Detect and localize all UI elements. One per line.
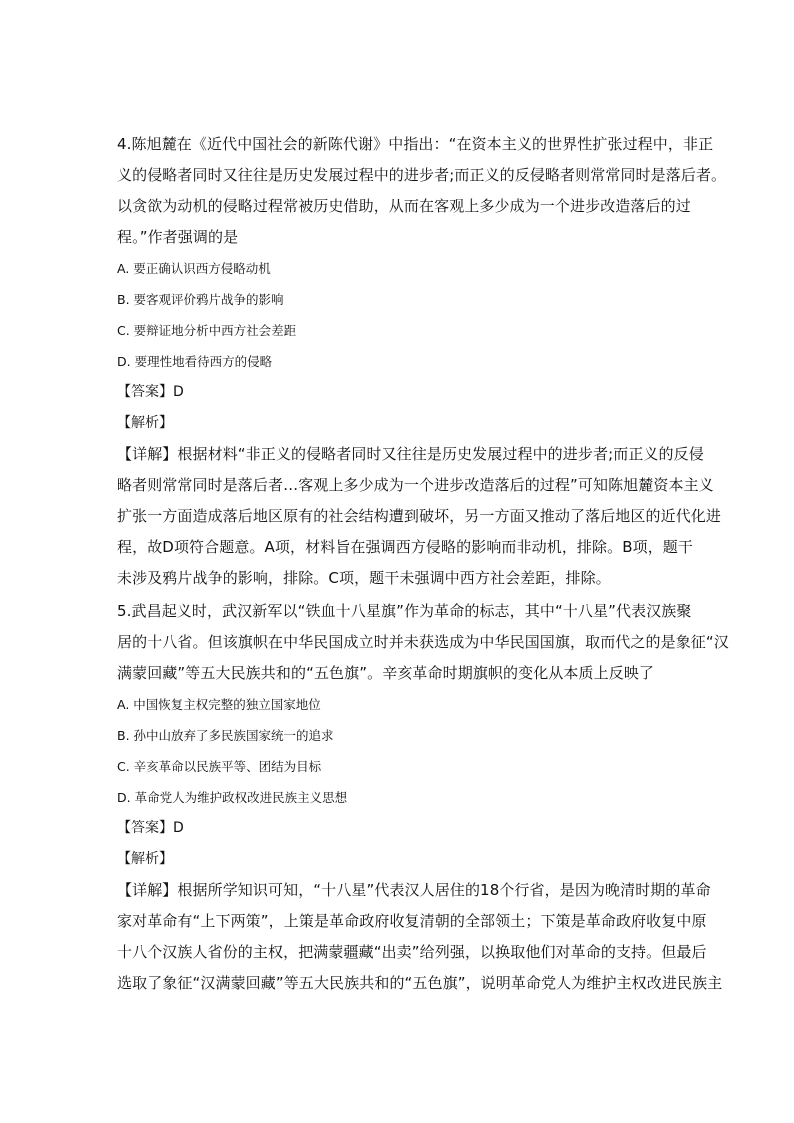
question-5-option-d: D. 革命党人为维护政权改进民族主义思想 xyxy=(117,790,348,805)
question-5-stem-line: 满蒙回藏”等五大民族共和的“五色旗”。辛亥革命时期旗帜的变化从本质上反映了 xyxy=(117,664,655,682)
question-4-stem-line: 义的侵略者同时又往往是历史发展过程中的进步者;而正义的反侵略者则常常同时是落后者。 xyxy=(117,166,727,184)
question-4-option-d: D. 要理性地看待西方的侵略 xyxy=(117,354,273,369)
question-5-detail-line: 【详解】根据所学知识可知，“十八星”代表汉人居住的18个行省，是因为晚清时期的革命 xyxy=(117,881,711,899)
question-5-stem-line: 居的十八省。但该旗帜在中华民国成立时并未获选成为中华民国国旗，取而代之的是象征“汉 xyxy=(117,633,729,651)
question-4 xyxy=(117,129,727,594)
question-5-answer: 【答案】D xyxy=(117,820,184,836)
question-5-option-b: B. 孙中山放弃了多民族国家统一的追求 xyxy=(117,728,334,743)
question-4-analysis-label: 【解析】 xyxy=(117,415,173,431)
question-4-option-c: C. 要辩证地分析中西方社会差距 xyxy=(117,323,297,338)
question-5-stem-line: 5.武昌起义时，武汉新军以“铁血十八星旗”作为革命的标志，其中“十八星”代表汉族聚 xyxy=(117,602,692,620)
question-4-option-a: A. 要正确认识西方侵略动机 xyxy=(117,261,271,276)
question-4-stem-line: 4.陈旭麓在《近代中国社会的新陈代谢》中指出：“在资本主义的世界性扩张过程中，非正 xyxy=(117,135,714,153)
question-5-detail-line: 家对革命有“上下两策”，上策是革命政府收复清朝的全部领土；下策是革命政府收复中原 xyxy=(117,912,707,930)
question-4-stem-line: 程。”作者强调的是 xyxy=(117,228,239,246)
question-4-stem-line: 以贪欲为动机的侵略过程常被历史借助，从而在客观上多少成为一个进步改造落后的过 xyxy=(117,197,691,215)
question-5 xyxy=(117,596,729,999)
question-4-detail-line: 程，故D项符合题意。A项，材料旨在强调西方侵略的影响而非动机，排除。B项，题干 xyxy=(117,538,694,556)
question-4-option-b: B. 要客观评价鸦片战争的影响 xyxy=(117,292,284,307)
question-4-detail-line: 【详解】根据材料“非正义的侵略者同时又往往是历史发展过程中的进步者;而正义的反侵 xyxy=(117,445,704,463)
question-5-detail-line: 十八个汉族人省份的主权，把满蒙疆藏“出卖”给列强，以换取他们对革命的支持。但最后 xyxy=(117,943,707,961)
question-4-detail-line: 扩张一方面造成落后地区原有的社会结构遭到破坏，另一方面又推动了落后地区的近代化进 xyxy=(117,507,722,525)
question-5-analysis-label: 【解析】 xyxy=(117,851,173,867)
question-4-detail-line: 未涉及鸦片战争的影响，排除。C项，题干未强调中西方社会差距，排除。 xyxy=(117,569,611,587)
question-4-detail-line: 略者则常常同时是落后者…客观上多少成为一个进步改造落后的过程”可知陈旭麓资本主义 xyxy=(117,476,714,494)
question-5-option-a: A. 中国恢复主权完整的独立国家地位 xyxy=(117,697,321,712)
question-5-option-c: C. 辛亥革命以民族平等、团结为目标 xyxy=(117,759,322,774)
question-4-answer: 【答案】D xyxy=(117,384,184,400)
question-5-detail-line: 选取了象征“汉满蒙回藏”等五大民族共和的“五色旗”，说明革命党人为维护主权改进民族主 xyxy=(117,974,723,992)
